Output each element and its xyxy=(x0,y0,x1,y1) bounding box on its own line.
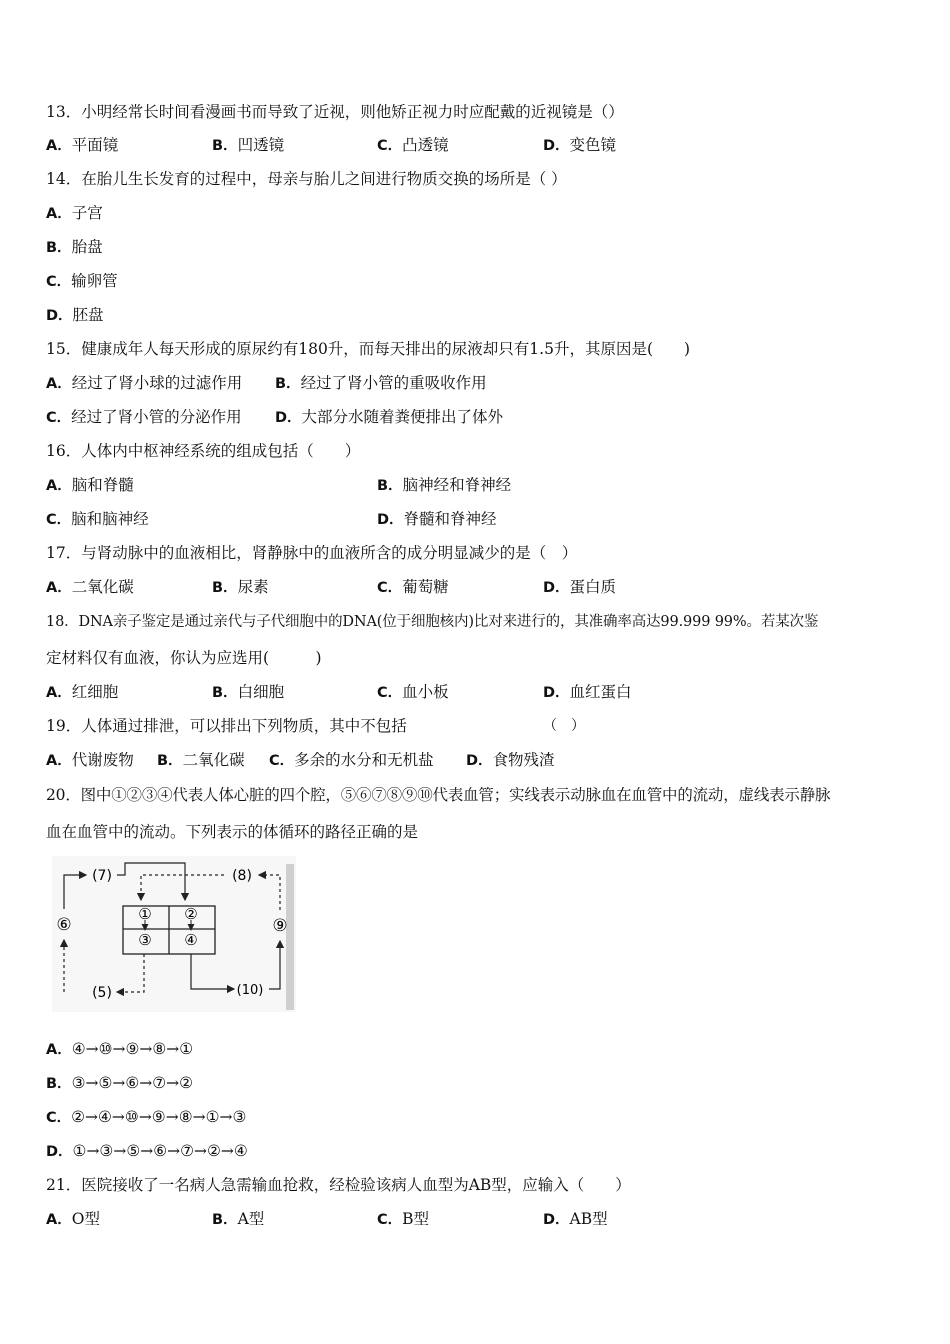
q18-stem-line2: 定材料仅有血液，你认为应选用( ) xyxy=(46,649,322,667)
q17-option-c[interactable]: C．葡萄糖 xyxy=(377,578,449,596)
q20-option-c[interactable]: C．②→④→⑩→⑨→⑧→①→③ xyxy=(46,1108,247,1126)
chamber-1-label: ① xyxy=(138,905,152,923)
q17-stem: 17．与肾动脉中的血液相比，肾静脉中的血液所含的成分明显减少的是（ ） xyxy=(46,544,578,562)
q19-option-b[interactable]: B．二氧化碳 xyxy=(157,751,245,769)
vessel-6-label: ⑥ xyxy=(56,915,72,935)
heart-circulation-diagram xyxy=(52,856,296,1012)
q14-option-c[interactable]: C．输卵管 xyxy=(46,272,118,290)
q15-option-d[interactable]: D．大部分水随着粪便排出了体外 xyxy=(275,408,504,426)
q17-option-b[interactable]: B．尿素 xyxy=(212,578,269,596)
q20-option-a[interactable]: A．④→⑩→⑨→⑧→① xyxy=(46,1040,194,1058)
vessel-7-label: (7) xyxy=(92,868,112,884)
q14-stem: 14．在胎儿生长发育的过程中，母亲与胎儿之间进行物质交换的场所是（ ） xyxy=(46,170,567,188)
q13-option-c[interactable]: C．凸透镜 xyxy=(377,136,449,154)
q20-option-b[interactable]: B．③→⑤→⑥→⑦→② xyxy=(46,1074,193,1092)
chamber-3-label: ③ xyxy=(138,931,152,949)
q21-option-c[interactable]: C．B型 xyxy=(377,1210,430,1228)
q19-answer-paren: （ ） xyxy=(543,718,585,734)
q15-option-c[interactable]: C．经过了肾小管的分泌作用 xyxy=(46,408,242,426)
q19-option-a[interactable]: A．代谢废物 xyxy=(46,751,134,769)
vessel-5-label: (5) xyxy=(92,985,112,1001)
q17-option-a[interactable]: A．二氧化碳 xyxy=(46,578,134,596)
q21-stem: 21．医院接收了一名病人急需输血抢救，经检验该病人血型为AB型，应输入（ ） xyxy=(46,1176,631,1194)
q16-option-c[interactable]: C．脑和脑神经 xyxy=(46,510,149,528)
q19-stem: 19．人体通过排泄，可以排出下列物质，其中不包括 xyxy=(46,717,407,735)
q15-option-b[interactable]: B．经过了肾小管的重吸收作用 xyxy=(275,374,487,392)
q16-stem: 16．人体内中枢神经系统的组成包括（ ） xyxy=(46,442,361,460)
q14-option-d[interactable]: D．胚盘 xyxy=(46,306,104,324)
diagram-edge-shade xyxy=(286,864,294,1010)
q16-option-d[interactable]: D．脊髓和脊神经 xyxy=(377,510,497,528)
vessel-8-label: (8) xyxy=(232,868,252,884)
q19-option-c[interactable]: C．多余的水分和无机盐 xyxy=(269,751,434,769)
q18-option-c[interactable]: C．血小板 xyxy=(377,683,449,701)
q14-option-b[interactable]: B．胎盘 xyxy=(46,238,103,256)
q13-option-b[interactable]: B．凹透镜 xyxy=(212,136,285,154)
chamber-4-label: ④ xyxy=(184,931,198,949)
q21-option-b[interactable]: B．A型 xyxy=(212,1210,265,1228)
q18-stem-line1: 18．DNA亲子鉴定是通过亲代与子代细胞中的DNA(位于细胞核内)比对来进行的，其准确率高达99.999 99%。若某次鉴 xyxy=(46,614,819,630)
q21-option-d[interactable]: D．AB型 xyxy=(543,1210,608,1228)
q14-option-a[interactable]: A．子宫 xyxy=(46,204,103,222)
q13-option-a[interactable]: A．平面镜 xyxy=(46,136,119,154)
q13-stem: 13．小明经常长时间看漫画书而导致了近视，则他矫正视力时应配戴的近视镜是（） xyxy=(46,103,624,121)
q19-option-d[interactable]: D．食物残渣 xyxy=(466,751,555,769)
q18-option-b[interactable]: B．白细胞 xyxy=(212,683,285,701)
q20-stem-line2: 血在血管中的流动。下列表示的体循环的路径正确的是 xyxy=(46,823,419,841)
q21-option-a[interactable]: A．O型 xyxy=(46,1210,100,1228)
q16-option-a[interactable]: A．脑和脊髓 xyxy=(46,476,134,494)
chamber-2-label: ② xyxy=(184,905,198,923)
q17-option-d[interactable]: D．蛋白质 xyxy=(543,578,617,596)
q15-option-a[interactable]: A．经过了肾小球的过滤作用 xyxy=(46,374,243,392)
q20-option-d[interactable]: D．①→③→⑤→⑥→⑦→②→④ xyxy=(46,1142,248,1160)
q20-stem-line1: 20．图中①②③④代表人体心脏的四个腔，⑤⑥⑦⑧⑨⑩代表血管；实线表示动脉血在血管中的流动，虚线表示静脉 xyxy=(46,786,831,804)
q18-option-d[interactable]: D．血红蛋白 xyxy=(543,683,632,701)
q16-option-b[interactable]: B．脑神经和脊神经 xyxy=(377,476,512,494)
q18-option-a[interactable]: A．红细胞 xyxy=(46,683,119,701)
vessel-9-label: ⑨ xyxy=(272,916,288,936)
q13-option-d[interactable]: D．变色镜 xyxy=(543,136,617,154)
q15-stem: 15．健康成年人每天形成的原尿约有180升，而每天排出的尿液却只有1.5升，其原因是( ) xyxy=(46,340,691,358)
vessel-10-label: (10) xyxy=(236,983,264,998)
